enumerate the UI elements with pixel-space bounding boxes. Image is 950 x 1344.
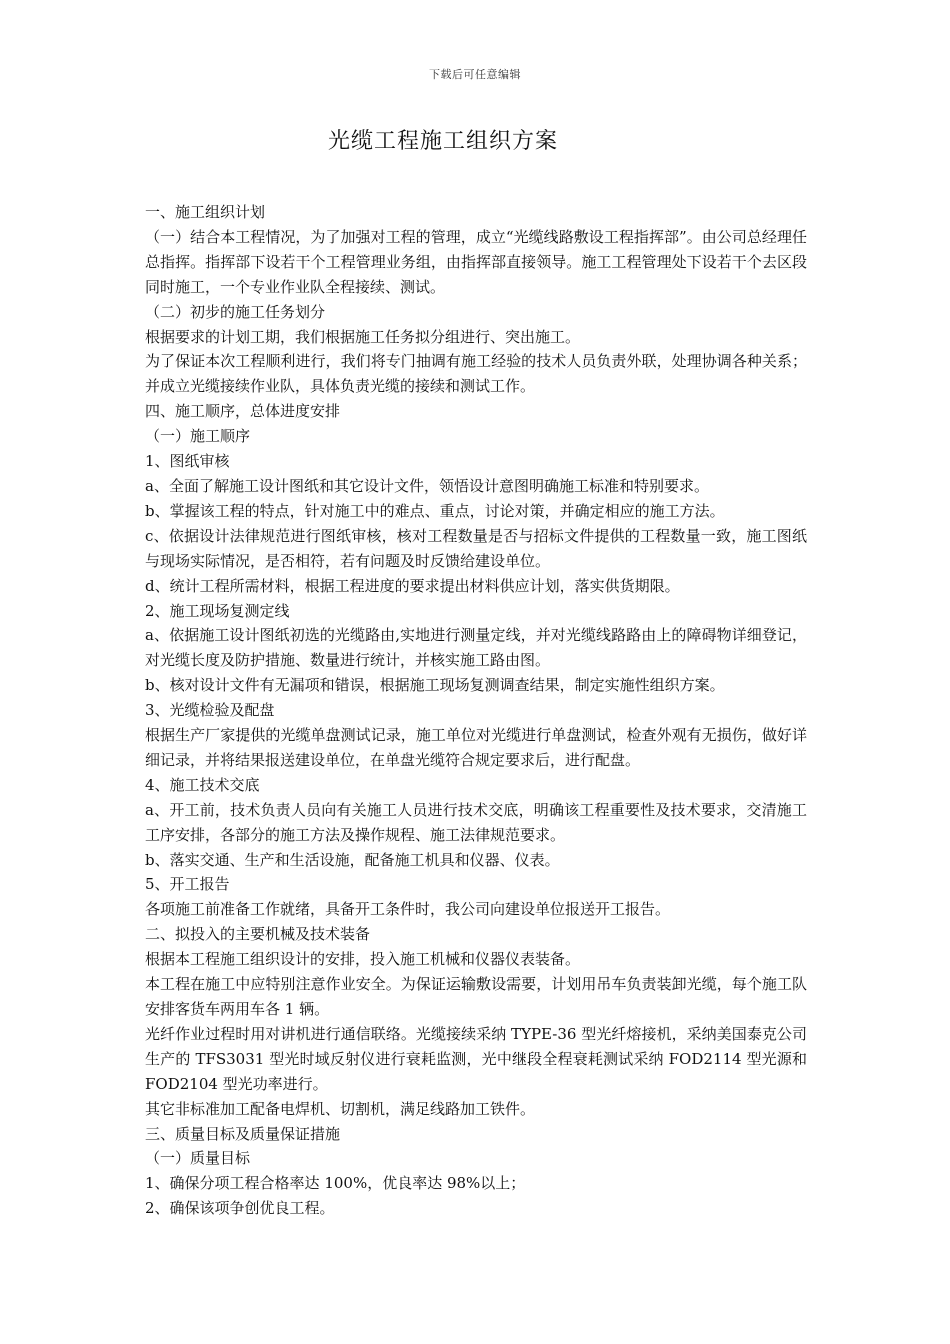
paragraph: c、依据设计法律规范进行图纸审核，核对工程数量是否与招标文件提供的工程数量一致，施工图纸与现场实际情况，是否相符，若有问题及时反馈给建设单位。 [145, 526, 807, 570]
paragraph: （一）施工顺序 [145, 427, 251, 446]
paragraph: 2、确保该项争创优良工程。 [145, 1199, 335, 1218]
paragraph: b、掌握该工程的特点，针对施工中的难点、重点，讨论对策，并确定相应的施工方法。 [145, 501, 725, 520]
document-body [145, 200, 807, 1221]
paragraph: 本工程在施工中应特别注意作业安全。为保证运输敷设需要，计划用吊车负责装卸光缆，每个施工队安排客货车两用车各 1 辆。 [145, 975, 807, 1018]
paragraph: 光纤作业过程时用对讲机进行通信联络。光缆接续采纳 TYPE-36 型光纤熔接机，采纳美国泰克公司生产的 TFS3031 型光时域反射仪进行衰耗监测，光中继段全程衰耗测试采纳 FOD2114 型光源和 FOD2104 型光功率进行。 [145, 1024, 807, 1093]
paragraph: 各项施工前准备工作就绪，具备开工条件时，我公司向建设单位报送开工报告。 [145, 900, 671, 919]
paragraph: 一、施工组织计划 [145, 203, 266, 221]
paragraph: 1、确保分项工程合格率达 100%，优良率达 98%以上； [145, 1174, 526, 1193]
paragraph: 为了保证本次工程顺利进行，我们将专门抽调有施工经验的技术人员负责外联，处理协调各种关系；并成立光缆接续作业队，具体负责光缆的接续和测试工作。 [145, 352, 807, 396]
paragraph: 根据本工程施工组织设计的安排，投入施工机械和仪器仪表装备。 [145, 950, 581, 969]
paragraph: （一）质量目标 [145, 1149, 251, 1168]
paragraph: 三、质量目标及质量保证措施 [145, 1124, 341, 1143]
paragraph: 四、施工顺序，总体进度安排 [145, 402, 341, 421]
document-title: 光缆工程施工组织方案 [327, 129, 558, 154]
header-note: 下载后可任意编辑 [429, 68, 521, 81]
paragraph: 二、拟投入的主要机械及技术装备 [145, 925, 371, 944]
paragraph: 3、光缆检验及配盘 [145, 701, 275, 720]
paragraph: a、依据施工设计图纸初选的光缆路由,实地进行测量定线，并对光缆线路路由上的障碍物详细登记，对光缆长度及防护措施、数量进行统计，并核实施工路由图。 [145, 626, 807, 670]
paragraph: （一）结合本工程情况，为了加强对工程的管理，成立“光缆线路敷设工程指挥部”。由公司总经理任总指挥。指挥部下设若干个工程管理业务组，由指挥部直接领导。施工工程管理处下设若干个去区段同时施工，一个专业作业队全程接续、测试。 [145, 227, 807, 296]
paragraph: 4、施工技术交底 [145, 775, 260, 794]
paragraph: 1、图纸审核 [145, 452, 230, 471]
paragraph: 根据要求的计划工期，我们根据施工任务拟分组进行、突出施工。 [145, 327, 581, 346]
paragraph: 5、开工报告 [145, 875, 230, 894]
paragraph: a、开工前，技术负责人员向有关施工人员进行技术交底，明确该工程重要性及技术要求，交清施工工序安排，各部分的施工方法及操作规程、施工法律规范要求。 [145, 800, 807, 844]
paragraph: d、统计工程所需材料，根据工程进度的要求提出材料供应计划，落实供货期限。 [145, 576, 680, 595]
paragraph: b、落实交通、生产和生活设施，配备施工机具和仪器、仪表。 [145, 850, 560, 869]
paragraph: 2、施工现场复测定线 [145, 601, 290, 620]
paragraph: b、核对设计文件有无漏项和错误，根据施工现场复测调查结果，制定实施性组织方案。 [145, 676, 725, 695]
paragraph: 根据生产厂家提供的光缆单盘测试记录，施工单位对光缆进行单盘测试，检查外观有无损伤，做好详细记录，并将结果报送建设单位，在单盘光缆符合规定要求后，进行配盘。 [145, 726, 807, 769]
paragraph: （二）初步的施工任务划分 [145, 302, 326, 321]
paragraph: a、全面了解施工设计图纸和其它设计文件，领悟设计意图明确施工标准和特别要求。 [145, 476, 709, 495]
paragraph: 其它非标准加工配备电焊机、切割机，满足线路加工铁件。 [145, 1099, 536, 1118]
